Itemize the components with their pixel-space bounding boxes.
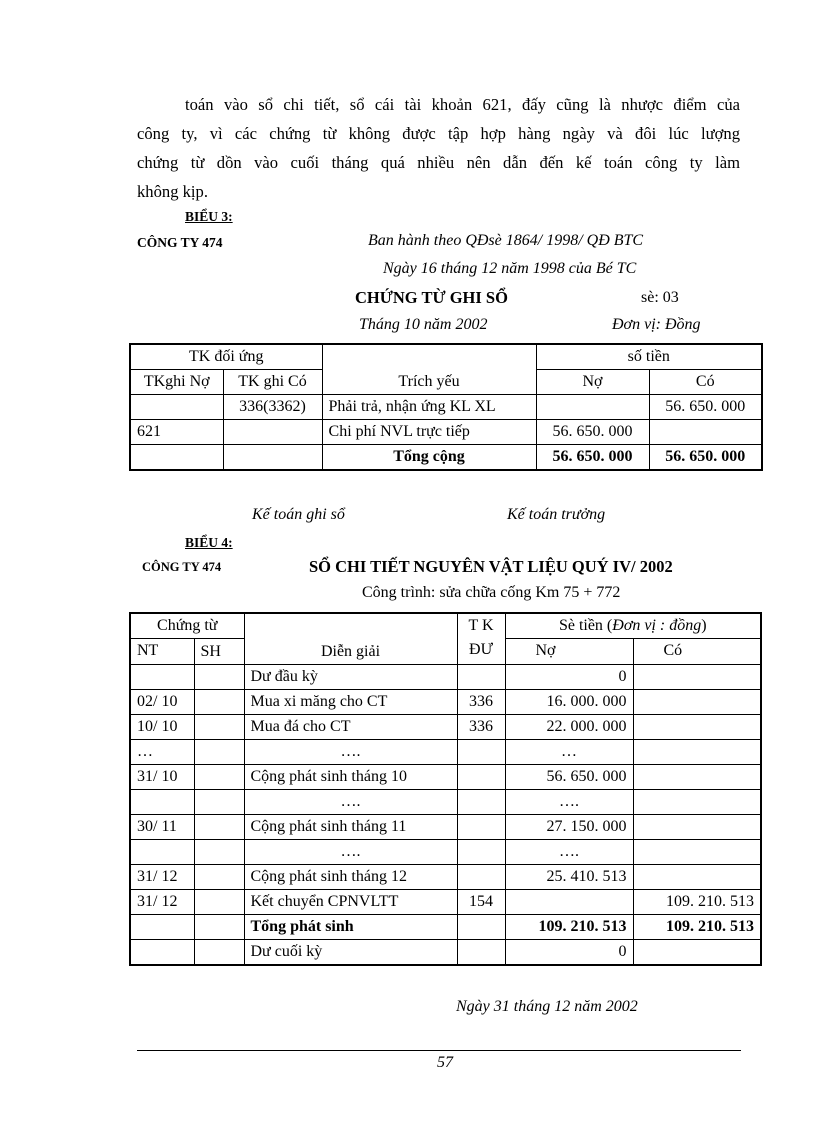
cell-debit-account — [130, 395, 223, 420]
cell-credit — [633, 865, 761, 890]
form3-company: CÔNG TY 474 — [137, 235, 223, 250]
header-debit: Nợ — [505, 639, 633, 665]
cell-counter-account: 154 — [457, 890, 505, 915]
table-row — [130, 790, 761, 815]
cell-counter-account — [457, 865, 505, 890]
header-tk-line2: ĐƯ — [469, 641, 493, 658]
cell-number — [194, 690, 244, 715]
cell-debit — [505, 890, 633, 915]
cell-date — [130, 665, 194, 690]
cell-description: Phải trả, nhận ứng KL XL — [322, 395, 536, 420]
cell-counter-account: 336 — [457, 690, 505, 715]
table-header-row — [130, 344, 762, 370]
table-row — [130, 395, 762, 420]
cell-description: Mua xi măng cho CT — [244, 690, 457, 715]
table-row — [130, 665, 761, 690]
form3-month: Tháng 10 năm 2002 — [359, 316, 488, 333]
paragraph-line: chứng từ dồn vào cuối tháng quá nhiều nên dẫn đến kế toán công ty làm — [137, 153, 740, 172]
cell-date — [130, 840, 194, 865]
cell-number — [194, 940, 244, 966]
cell-counter-account — [457, 840, 505, 865]
total-label: Tổng cộng — [322, 445, 536, 471]
table-row — [130, 420, 762, 445]
cell-debit: … — [505, 740, 633, 765]
form4-project: Công trình: sửa chữa cống Km 75 + 772 — [362, 584, 621, 601]
cell-description: Mua đá cho CT — [244, 715, 457, 740]
table-row — [130, 865, 761, 890]
cell-debit: 0 — [505, 665, 633, 690]
header-amount — [505, 613, 761, 639]
cell-number — [194, 815, 244, 840]
table-row — [130, 690, 761, 715]
cell-debit: 56. 650. 000 — [505, 765, 633, 790]
cell-credit — [633, 940, 761, 966]
header-tk-line1: T K — [468, 617, 494, 634]
cell-date: 31/ 10 — [130, 765, 194, 790]
cell-debit: …. — [505, 840, 633, 865]
header-tk-counter: TK đối ứng — [130, 344, 322, 370]
header-amount: số tiền — [536, 344, 762, 370]
form3-sign-chief: Kế toán trưởng — [507, 506, 606, 523]
form4-date-line: Ngày 31 tháng 12 năm 2002 — [456, 998, 638, 1015]
header-sh: SH — [194, 639, 244, 665]
cell-credit — [633, 840, 761, 865]
table-row — [130, 815, 761, 840]
header-description: Diễn giải — [244, 613, 457, 665]
cell-debit: 0 — [505, 940, 633, 966]
cell-date — [130, 940, 194, 966]
cell-number — [194, 890, 244, 915]
cell-description: Tổng phát sinh — [244, 915, 457, 940]
paragraph-line: công ty, vì các chứng từ không được tập hợp hàng ngày và đôi lúc lượng — [137, 124, 740, 143]
form3-sign-accountant: Kế toán ghi sổ — [252, 506, 345, 523]
header-description: Trích yếu — [322, 344, 536, 395]
cell-counter-account — [457, 665, 505, 690]
cell-date: … — [130, 740, 194, 765]
table-row — [130, 740, 761, 765]
total-credit: 56. 650. 000 — [649, 445, 762, 471]
form3-decree-line2: Ngày 16 tháng 12 năm 1998 của Bé TC — [383, 260, 637, 277]
form4-title: SỔ CHI TIẾT NGUYÊN VẬT LIỆU QUÝ IV/ 2002 — [309, 557, 673, 576]
cell-credit — [633, 790, 761, 815]
total-debit: 56. 650. 000 — [536, 445, 649, 471]
cell-counter-account — [457, 765, 505, 790]
cell-credit: 56. 650. 000 — [649, 395, 762, 420]
cell-number — [194, 765, 244, 790]
cell-date — [130, 915, 194, 940]
header-amount-suffix: ) — [701, 617, 707, 634]
cell-number — [194, 840, 244, 865]
form4-label: BIỂU 4: — [185, 535, 233, 550]
cell-debit: 56. 650. 000 — [536, 420, 649, 445]
cell-number — [194, 715, 244, 740]
cell-counter-account: 336 — [457, 715, 505, 740]
table-row — [130, 840, 761, 865]
cell-description: …. — [244, 840, 457, 865]
cell-credit: 109. 210. 513 — [633, 890, 761, 915]
cell-debit: 25. 410. 513 — [505, 865, 633, 890]
cell-date: 10/ 10 — [130, 715, 194, 740]
cell-description: Cộng phát sinh tháng 10 — [244, 765, 457, 790]
cell-number — [194, 740, 244, 765]
cell-credit — [633, 715, 761, 740]
cell-counter-account — [457, 790, 505, 815]
header-voucher: Chứng từ — [130, 613, 244, 639]
header-credit: Có — [649, 370, 762, 395]
cell-counter-account — [457, 815, 505, 840]
header-nt: NT — [130, 639, 194, 665]
cell-date: 30/ 11 — [130, 815, 194, 840]
cell-date: 31/ 12 — [130, 865, 194, 890]
cell-credit — [633, 665, 761, 690]
cell-description: Cộng phát sinh tháng 12 — [244, 865, 457, 890]
cell-description: …. — [244, 790, 457, 815]
paragraph-line: toán vào sổ chi tiết, sổ cái tài khoản 621, đấy cũng là nhược điểm của — [185, 95, 740, 114]
cell-number — [194, 915, 244, 940]
cell-number — [194, 665, 244, 690]
cell-description: Dư đầu kỳ — [244, 665, 457, 690]
cell-debit: 16. 000. 000 — [505, 690, 633, 715]
header-counter-account — [457, 613, 505, 665]
table-row — [130, 940, 761, 966]
cell-counter-account — [457, 740, 505, 765]
body-paragraph — [137, 90, 740, 206]
table-header-row — [130, 613, 761, 639]
cell-number — [194, 865, 244, 890]
table-row — [130, 765, 761, 790]
header-amount-prefix: Sè tiền ( — [558, 617, 613, 634]
header-amount-unit: Đơn vị : đồng — [612, 617, 702, 634]
paragraph-line: không kịp. — [137, 182, 208, 201]
cell-credit-account — [223, 420, 322, 445]
cell-date: 31/ 12 — [130, 890, 194, 915]
form3-label: BIỂU 3: — [185, 209, 233, 224]
table-total-row — [130, 445, 762, 471]
table-total-row — [130, 915, 761, 940]
cell-credit — [633, 815, 761, 840]
table-row — [130, 715, 761, 740]
cell-description: Chi phí NVL trực tiếp — [322, 420, 536, 445]
cell-counter-account — [457, 940, 505, 966]
cell-debit — [536, 395, 649, 420]
cell-date: 02/ 10 — [130, 690, 194, 715]
cell-debit: 27. 150. 000 — [505, 815, 633, 840]
header-debit: Nợ — [536, 370, 649, 395]
form3-decree-line1: Ban hành theo QĐsè 1864/ 1998/ QĐ BTC — [368, 232, 644, 249]
form3-title: CHỨNG TỪ GHI SỔ — [355, 288, 508, 307]
cell-debit: 109. 210. 513 — [505, 915, 633, 940]
cell-credit: 109. 210. 513 — [633, 915, 761, 940]
cell-description: Cộng phát sinh tháng 11 — [244, 815, 457, 840]
form3-number: sè: 03 — [641, 289, 679, 306]
cell-debit: 22. 000. 000 — [505, 715, 633, 740]
form3-unit: Đơn vị: Đồng — [612, 316, 701, 333]
cell-credit — [633, 765, 761, 790]
cell-number — [194, 790, 244, 815]
cell-description: Kết chuyển CPNVLTT — [244, 890, 457, 915]
cell-credit-account: 336(3362) — [223, 395, 322, 420]
cell-credit — [649, 420, 762, 445]
footer-rule — [137, 1050, 741, 1051]
cell-debit: …. — [505, 790, 633, 815]
header-debit-account: TKghi Nợ — [130, 370, 223, 395]
cell-debit-account: 621 — [130, 420, 223, 445]
cell-credit — [633, 740, 761, 765]
page-number: 57 — [437, 1054, 453, 1071]
cell-date — [130, 790, 194, 815]
table-row — [130, 890, 761, 915]
form3-voucher-table — [129, 343, 763, 471]
cell-description: …. — [244, 740, 457, 765]
header-credit-account: TK ghi Có — [223, 370, 322, 395]
cell-description: Dư cuối kỳ — [244, 940, 457, 966]
form4-company: CÔNG TY 474 — [142, 560, 222, 574]
form4-ledger-table — [129, 612, 762, 966]
cell-credit — [633, 690, 761, 715]
cell-counter-account — [457, 915, 505, 940]
header-credit: Có — [633, 639, 761, 665]
